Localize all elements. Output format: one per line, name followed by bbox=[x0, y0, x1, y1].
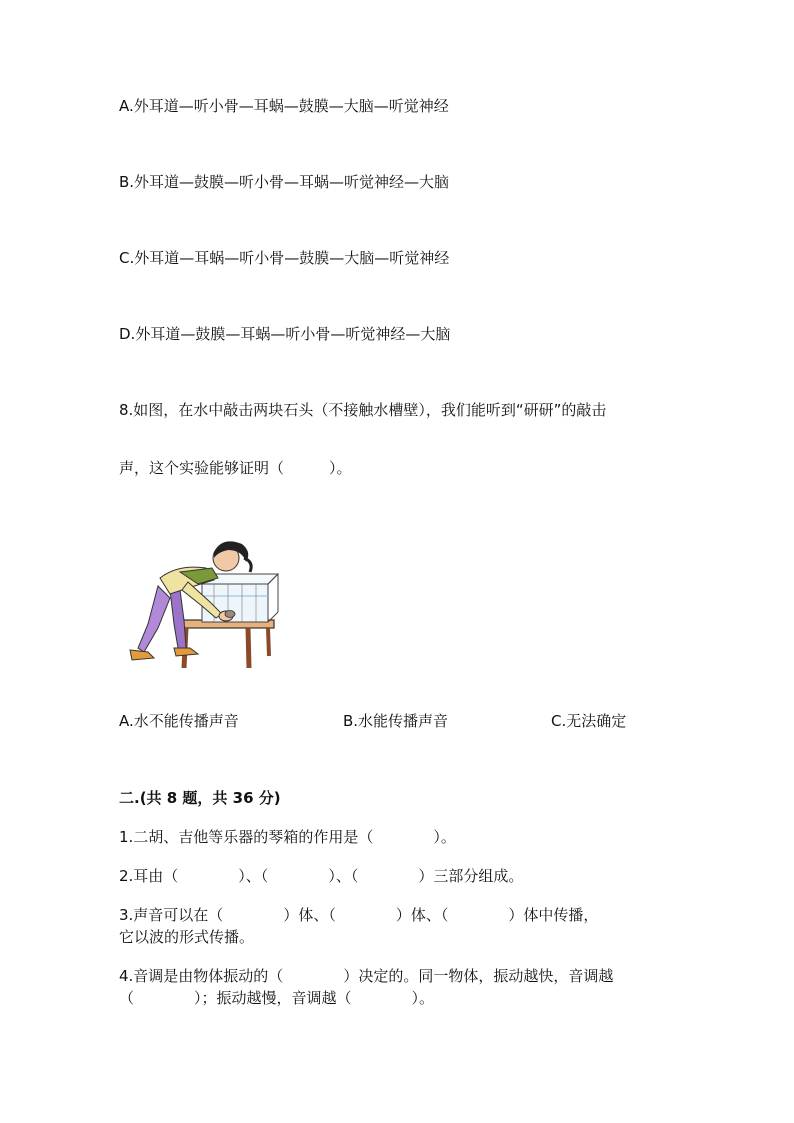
s2-q3-line1: 3.声音可以在（ ）体、（ ）体、（ ）体中传播， bbox=[119, 906, 599, 924]
q8-option-b: B.水能传播声音 bbox=[343, 712, 449, 730]
q8-option-a: A.水不能传播声音 bbox=[119, 712, 239, 730]
q7-option-a: A.外耳道—听小骨—耳蜗—鼓膜—大脑—听觉神经 bbox=[119, 97, 449, 115]
q7-option-c: C.外耳道—耳蜗—听小骨—鼓膜—大脑—听觉神经 bbox=[119, 249, 450, 267]
child-tapping-stones-illustration bbox=[118, 528, 284, 674]
s2-q4-line2: （ ）；振动越慢，音调越（ ）。 bbox=[119, 989, 435, 1007]
s2-q1-line1: 1.二胡、吉他等乐器的琴箱的作用是（ ）。 bbox=[119, 828, 456, 846]
q8-stem-line1: 8.如图，在水中敲击两块石头（不接触水槽壁），我们能听到“研研”的敲击 bbox=[119, 401, 607, 419]
q7-option-d: D.外耳道—鼓膜—耳蜗—听小骨—听觉神经—大脑 bbox=[119, 325, 451, 343]
q8-option-c: C.无法确定 bbox=[551, 712, 627, 730]
q8-stem-line2: 声，这个实验能够证明（ ）。 bbox=[119, 459, 352, 477]
s2-q3-line2: 它以波的形式传播。 bbox=[119, 928, 255, 946]
s2-q2-line1: 2.耳由（ ）、（ ）、（ ）三部分组成。 bbox=[119, 867, 524, 885]
q7-option-b: B.外耳道—鼓膜—听小骨—耳蜗—听觉神经—大脑 bbox=[119, 173, 450, 191]
s2-q4-line1: 4.音调是由物体振动的（ ）决定的。同一物体，振动越快，音调越 bbox=[119, 967, 614, 985]
section-2-heading: 二.(共 8 题，共 36 分) bbox=[119, 789, 281, 807]
